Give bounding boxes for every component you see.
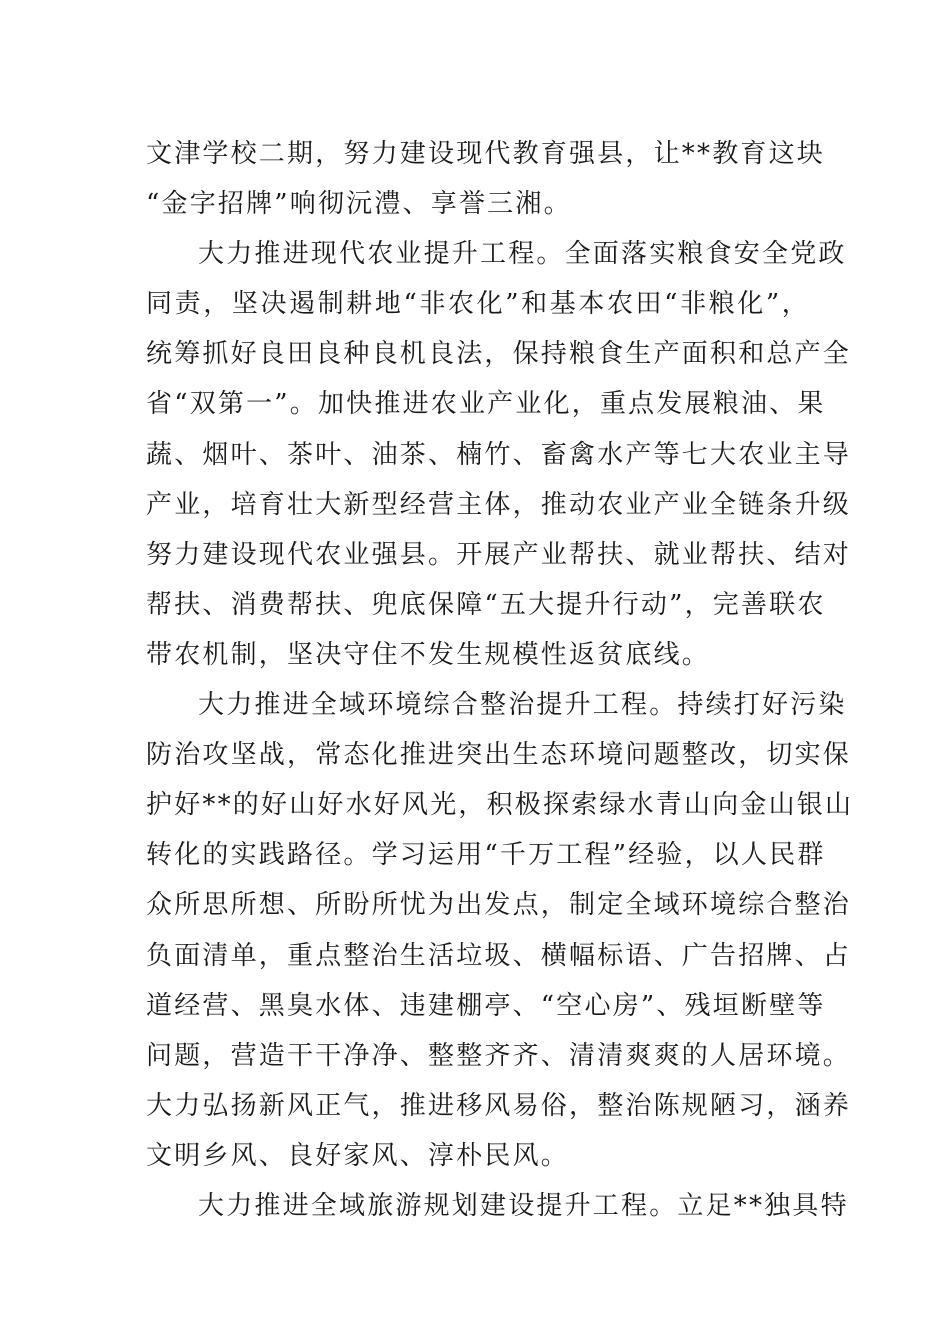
paragraph: [146, 680, 854, 1181]
text-line: 努力建设现代农业强县。开展产业帮扶、就业帮扶、结对: [146, 539, 852, 570]
text-line: 问题，营造干干净净、整整齐齐、清清爽爽的人居环境。: [146, 1040, 852, 1071]
text-line: 防治攻坚战，常态化推进突出生态环境问题整改，切实保: [146, 740, 852, 771]
text-line: 道经营、黑臭水体、违建棚亭、“空心房”、残垣断壁等: [146, 990, 826, 1021]
text-line: 同责，坚决遏制耕地“非农化”和基本农田“非粮化”，: [146, 289, 810, 320]
text-line: 大力推进全域环境综合整治提升工程。持续打好污染: [198, 690, 847, 721]
paragraph: [146, 129, 826, 229]
text-line: 众所思所想、所盼所忧为出发点，制定全域环境综合整治: [146, 890, 852, 921]
text-line: 转化的实践路径。学习运用“千万工程”经验，以人民群: [146, 840, 826, 871]
text-line: 护好**的好山好水好风光，积极探索绿水青山向金山银山: [146, 790, 854, 821]
text-line: 文明乡风、良好家风、淳朴民风。: [146, 1140, 570, 1171]
text-line: “金字招牌”响彻沅澧、享誉三湘。: [146, 189, 572, 220]
text-line: 大力推进现代农业提升工程。全面落实粮食安全党政: [198, 239, 847, 270]
text-line: 文津学校二期，努力建设现代教育强县，让**教育这块: [146, 139, 826, 169]
text-line: 省“双第一”。加快推进农业产业化，重点发展粮油、果: [146, 389, 826, 420]
text-line: 带农机制，坚决守住不发生规模性返贫底线。: [146, 639, 711, 670]
text-line: 大力弘扬新风正气，推进移风易俗，整治陈规陋习，涵养: [146, 1090, 852, 1121]
document-body: [146, 129, 854, 1231]
text-line: 统筹抓好良田良种良机良法，保持粮食生产面积和总产全: [146, 339, 852, 370]
text-line: 负面清单，重点整治生活垃圾、横幅标语、广告招牌、占: [146, 940, 852, 971]
text-line: 产业，培育壮大新型经营主体，推动农业产业全链条升级: [146, 489, 852, 520]
text-line: 大力推进全域旅游规划建设提升工程。立足**独具特: [198, 1190, 849, 1221]
text-line: 蔬、烟叶、茶叶、油茶、楠竹、畜禽水产等七大农业主导: [146, 439, 852, 470]
text-line: 帮扶、消费帮扶、兜底保障“五大提升行动”，完善联农: [146, 589, 826, 620]
paragraph: [146, 1181, 849, 1231]
paragraph: [146, 229, 852, 680]
